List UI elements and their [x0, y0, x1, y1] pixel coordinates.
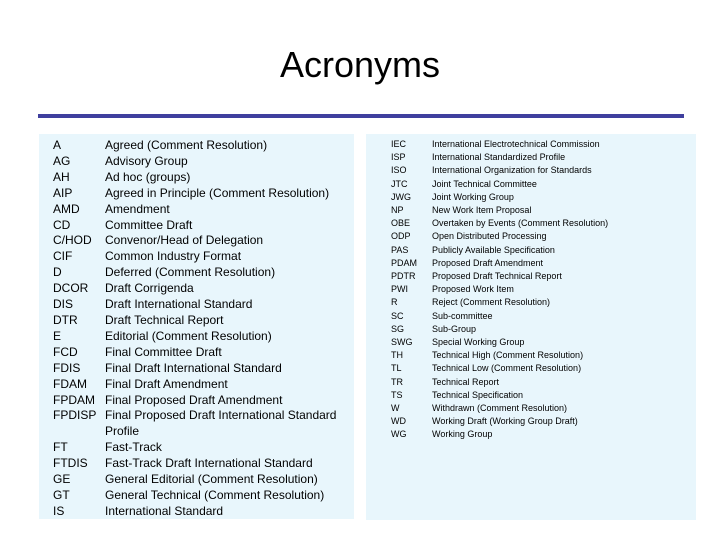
- acronym-row: [391, 178, 702, 191]
- acronym-row: [391, 164, 702, 177]
- acronym-row: [53, 377, 340, 393]
- acronym-abbreviation: IEC: [391, 139, 407, 149]
- acronym-abbreviation: TH: [391, 350, 403, 361]
- acronym-definition: Convenor/Head of Delegation: [105, 233, 264, 248]
- acronym-abbreviation: WD: [391, 416, 406, 427]
- acronym-definition: Sub-Group: [432, 323, 477, 334]
- acronym-definition: Technical High (Comment Resolution): [432, 350, 584, 361]
- acronym-definition: Proposed Work Item: [432, 284, 514, 295]
- acronym-row: [391, 349, 702, 362]
- acronym-row: [53, 170, 340, 186]
- acronym-row: [53, 202, 340, 218]
- acronym-abbreviation: A: [53, 138, 62, 152]
- acronym-abbreviation: CIF: [53, 249, 73, 264]
- acronym-row: [391, 323, 702, 336]
- acronym-definition: Working Draft (Working Group Draft): [432, 416, 578, 427]
- acronym-definition: Agreed (Comment Resolution): [105, 138, 268, 152]
- acronym-definition: Deferred (Comment Resolution): [105, 265, 276, 280]
- acronym-row: [391, 402, 702, 415]
- acronym-definition: Final Proposed Draft International Standard Profile: [105, 408, 337, 439]
- acronym-row: [53, 393, 340, 409]
- acronym-abbreviation: AMD: [53, 201, 80, 216]
- acronym-definition: Advisory Group: [105, 153, 188, 168]
- acronym-definition: International Organization for Standards: [432, 165, 592, 176]
- acronym-row: [391, 151, 702, 164]
- acronym-abbreviation: TS: [391, 389, 403, 400]
- acronym-definition: Amendment: [105, 201, 170, 216]
- acronym-row: [53, 249, 340, 265]
- acronym-definition: International Standardized Profile: [432, 152, 566, 163]
- acronym-row: [391, 244, 702, 257]
- acronym-row: [391, 204, 702, 217]
- acronym-row: [53, 361, 340, 377]
- acronym-abbreviation: SG: [391, 323, 405, 334]
- acronym-row: [53, 186, 340, 202]
- acronym-definition: Joint Working Group: [432, 191, 514, 202]
- acronym-abbreviation: PAS: [391, 244, 409, 255]
- acronym-abbreviation: SC: [391, 310, 404, 321]
- acronym-abbreviation: AH: [53, 169, 70, 184]
- acronym-definition: Final Proposed Draft Amendment: [105, 392, 283, 407]
- acronym-abbreviation: FTDIS: [53, 456, 88, 471]
- acronym-definition: Final Committee Draft: [105, 344, 222, 359]
- acronym-definition: Common Industry Format: [105, 249, 242, 264]
- acronym-row: [53, 138, 340, 154]
- acronym-abbreviation: TR: [391, 376, 403, 387]
- slide-title: Acronyms: [279, 44, 441, 85]
- acronym-definition: Draft Corrigenda: [105, 281, 194, 296]
- acronym-abbreviation: FPDISP: [53, 408, 97, 423]
- acronym-abbreviation: ISO: [391, 165, 407, 176]
- acronym-abbreviation: PWI: [391, 284, 408, 295]
- acronym-definition: Ad hoc (groups): [105, 169, 191, 184]
- acronym-definition: Draft International Standard: [105, 297, 253, 312]
- acronym-row: [391, 257, 702, 270]
- acronym-definition: New Work Item Proposal: [432, 205, 532, 216]
- acronym-abbreviation: DIS: [53, 297, 74, 312]
- acronym-row: [391, 415, 702, 428]
- acronym-row: [53, 488, 340, 504]
- acronym-abbreviation: FPDAM: [53, 392, 95, 407]
- acronym-abbreviation: TL: [391, 363, 402, 374]
- acronym-row: [391, 428, 702, 441]
- acronym-definition: Sub-committee: [432, 310, 493, 321]
- acronym-row: [391, 336, 702, 349]
- acronym-definition: Technical Low (Comment Resolution): [432, 363, 582, 374]
- acronym-abbreviation: CD: [53, 217, 71, 232]
- acronym-abbreviation: ISP: [391, 152, 406, 163]
- acronym-abbreviation: C/HOD: [53, 233, 92, 248]
- acronym-row: [53, 472, 340, 488]
- acronym-row: [53, 329, 340, 345]
- acronym-abbreviation: FCD: [53, 344, 78, 359]
- acronym-definition: Proposed Draft Technical Report: [432, 271, 562, 282]
- acronym-definition: Final Draft International Standard: [105, 360, 282, 375]
- acronym-abbreviation: OBE: [391, 218, 411, 229]
- acronym-abbreviation: DCOR: [53, 281, 89, 296]
- acronym-row: [391, 283, 702, 296]
- acronym-row: [391, 138, 702, 151]
- acronym-row: [53, 345, 340, 361]
- acronym-definition: Withdrawn (Comment Resolution): [432, 403, 568, 414]
- acronym-definition: Joint Technical Committee: [432, 178, 537, 189]
- acronym-row: [53, 456, 340, 472]
- acronym-abbreviation: AIP: [53, 185, 73, 200]
- acronym-definition: Technical Report: [432, 376, 500, 387]
- acronym-definition: Open Distributed Processing: [432, 231, 547, 242]
- acronym-definition: Proposed Draft Amendment: [432, 257, 544, 268]
- acronym-row: [53, 281, 340, 297]
- acronym-abbreviation: IS: [53, 503, 65, 518]
- acronym-row: [53, 504, 340, 520]
- acronym-abbreviation: DTR: [53, 312, 78, 327]
- acronym-row: [391, 389, 702, 402]
- acronym-row: [53, 265, 340, 281]
- acronym-row: [53, 233, 340, 249]
- acronym-row: [53, 218, 340, 234]
- acronym-row: [53, 440, 340, 456]
- acronym-abbreviation: ODP: [391, 231, 411, 242]
- acronym-definition: Working Group: [432, 429, 493, 440]
- acronym-abbreviation: PDAM: [391, 257, 418, 268]
- acronym-definition: Special Working Group: [432, 337, 525, 348]
- acronym-definition: Technical Specification: [432, 389, 524, 400]
- acronym-abbreviation: E: [53, 328, 62, 343]
- acronym-row: [391, 310, 702, 323]
- acronym-definition: Editorial (Comment Resolution): [105, 328, 272, 343]
- acronym-abbreviation: SWG: [391, 337, 413, 348]
- acronym-row: [53, 297, 340, 313]
- acronym-definition: Reject (Comment Resolution): [432, 297, 551, 308]
- acronym-abbreviation: W: [391, 403, 400, 414]
- acronym-definition: Fast-Track: [105, 440, 162, 455]
- acronym-abbreviation: GE: [53, 472, 71, 487]
- acronym-row: [391, 270, 702, 283]
- acronym-definition: Publicly Available Specification: [432, 244, 555, 255]
- acronym-abbreviation: R: [391, 297, 398, 308]
- acronym-definition: International Electrotechnical Commission: [432, 139, 600, 149]
- acronym-row: [53, 313, 340, 329]
- acronym-definition: Final Draft Amendment: [105, 376, 228, 391]
- acronym-definition: General Editorial (Comment Resolution): [105, 472, 318, 487]
- acronym-abbreviation: GT: [53, 487, 70, 502]
- acronym-definition: Fast-Track Draft International Standard: [105, 456, 313, 471]
- acronym-definition: International Standard: [105, 503, 224, 518]
- acronym-abbreviation: PDTR: [391, 271, 416, 282]
- acronym-row: [53, 154, 340, 170]
- acronym-abbreviation: FDIS: [53, 360, 81, 375]
- acronym-row: [391, 376, 702, 389]
- acronym-abbreviation: JWG: [391, 191, 411, 202]
- acronym-abbreviation: WG: [391, 429, 407, 440]
- acronym-row: [391, 362, 702, 375]
- acronym-abbreviation: D: [53, 265, 62, 280]
- acronym-abbreviation: FT: [53, 440, 68, 455]
- acronym-abbreviation: JTC: [391, 178, 408, 189]
- acronym-abbreviation: AG: [53, 153, 71, 168]
- acronym-row: [391, 191, 702, 204]
- acronym-definition: Overtaken by Events (Comment Resolution): [432, 218, 609, 229]
- acronym-row: [391, 296, 702, 309]
- acronym-row: [391, 217, 702, 230]
- acronym-row: [53, 408, 340, 440]
- acronym-abbreviation: NP: [391, 205, 404, 216]
- acronym-definition: Agreed in Principle (Comment Resolution): [105, 185, 330, 200]
- acronym-definition: General Technical (Comment Resolution): [105, 487, 325, 502]
- acronym-definition: Draft Technical Report: [105, 312, 224, 327]
- acronym-definition: Committee Draft: [105, 217, 193, 232]
- acronym-row: [391, 230, 702, 243]
- acronym-abbreviation: FDAM: [53, 376, 87, 391]
- right-acronym-table: [391, 138, 702, 442]
- left-acronym-table: [53, 138, 340, 520]
- title-divider: [38, 114, 684, 118]
